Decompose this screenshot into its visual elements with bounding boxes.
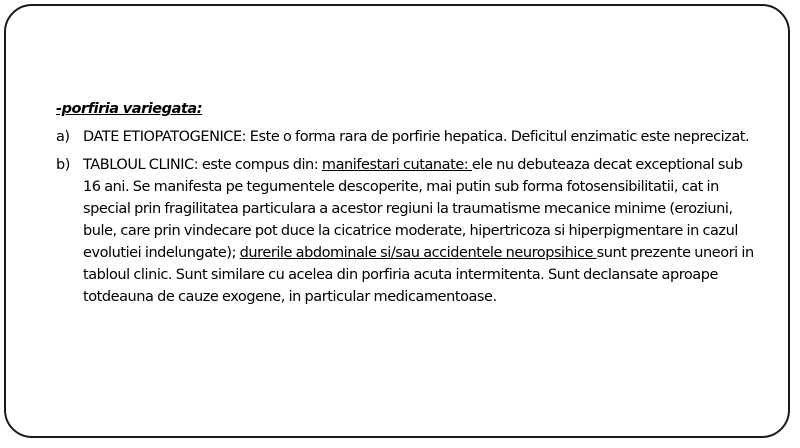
list-marker: b) [56, 157, 70, 173]
item-text: sunt prezente uneori in tabloul clinic. Sunt similare cu acelea din porfiria acuta intermitenta. Sunt declansate aproape totdeauna de cauze exogene, in particular medicamentoase. [83, 245, 754, 305]
section-heading: -porfiria variegata: [56, 101, 203, 117]
item-text: este compus din: [198, 157, 322, 173]
item-text: ele nu debuteaza decat exceptional sub 16 ani. Se manifesta pe tegumentele descoperite, mai putin sub forma fotosensibilitatii, cat in special prin fragilitatea particulara a acestor regiuni la traumatisme mecanice minime (eroziuni, bule, care prin vindecare pot duce la cicatrice moderate, hipertricoza si hiperpigmentare in cazul evolutiei indelungate); [83, 157, 743, 261]
item-label: DATE ETIOPATOGENICE: [83, 129, 247, 145]
item-text: Este o forma rara de porfirie hepatica. Deficitul enzimatic este neprecizat. [246, 129, 750, 145]
list-marker: a) [56, 129, 70, 145]
list-item-clinical [56, 154, 762, 308]
list-item-etiopathogenic [56, 126, 762, 148]
slide-content [56, 98, 762, 314]
item-label: TABLOUL CLINIC: [83, 157, 199, 173]
underlined-term-cutaneous: manifestari cutanate: [321, 157, 472, 173]
underlined-term-abdominal: durerile abdominale si/sau accidentele neuropsihice [239, 245, 597, 261]
